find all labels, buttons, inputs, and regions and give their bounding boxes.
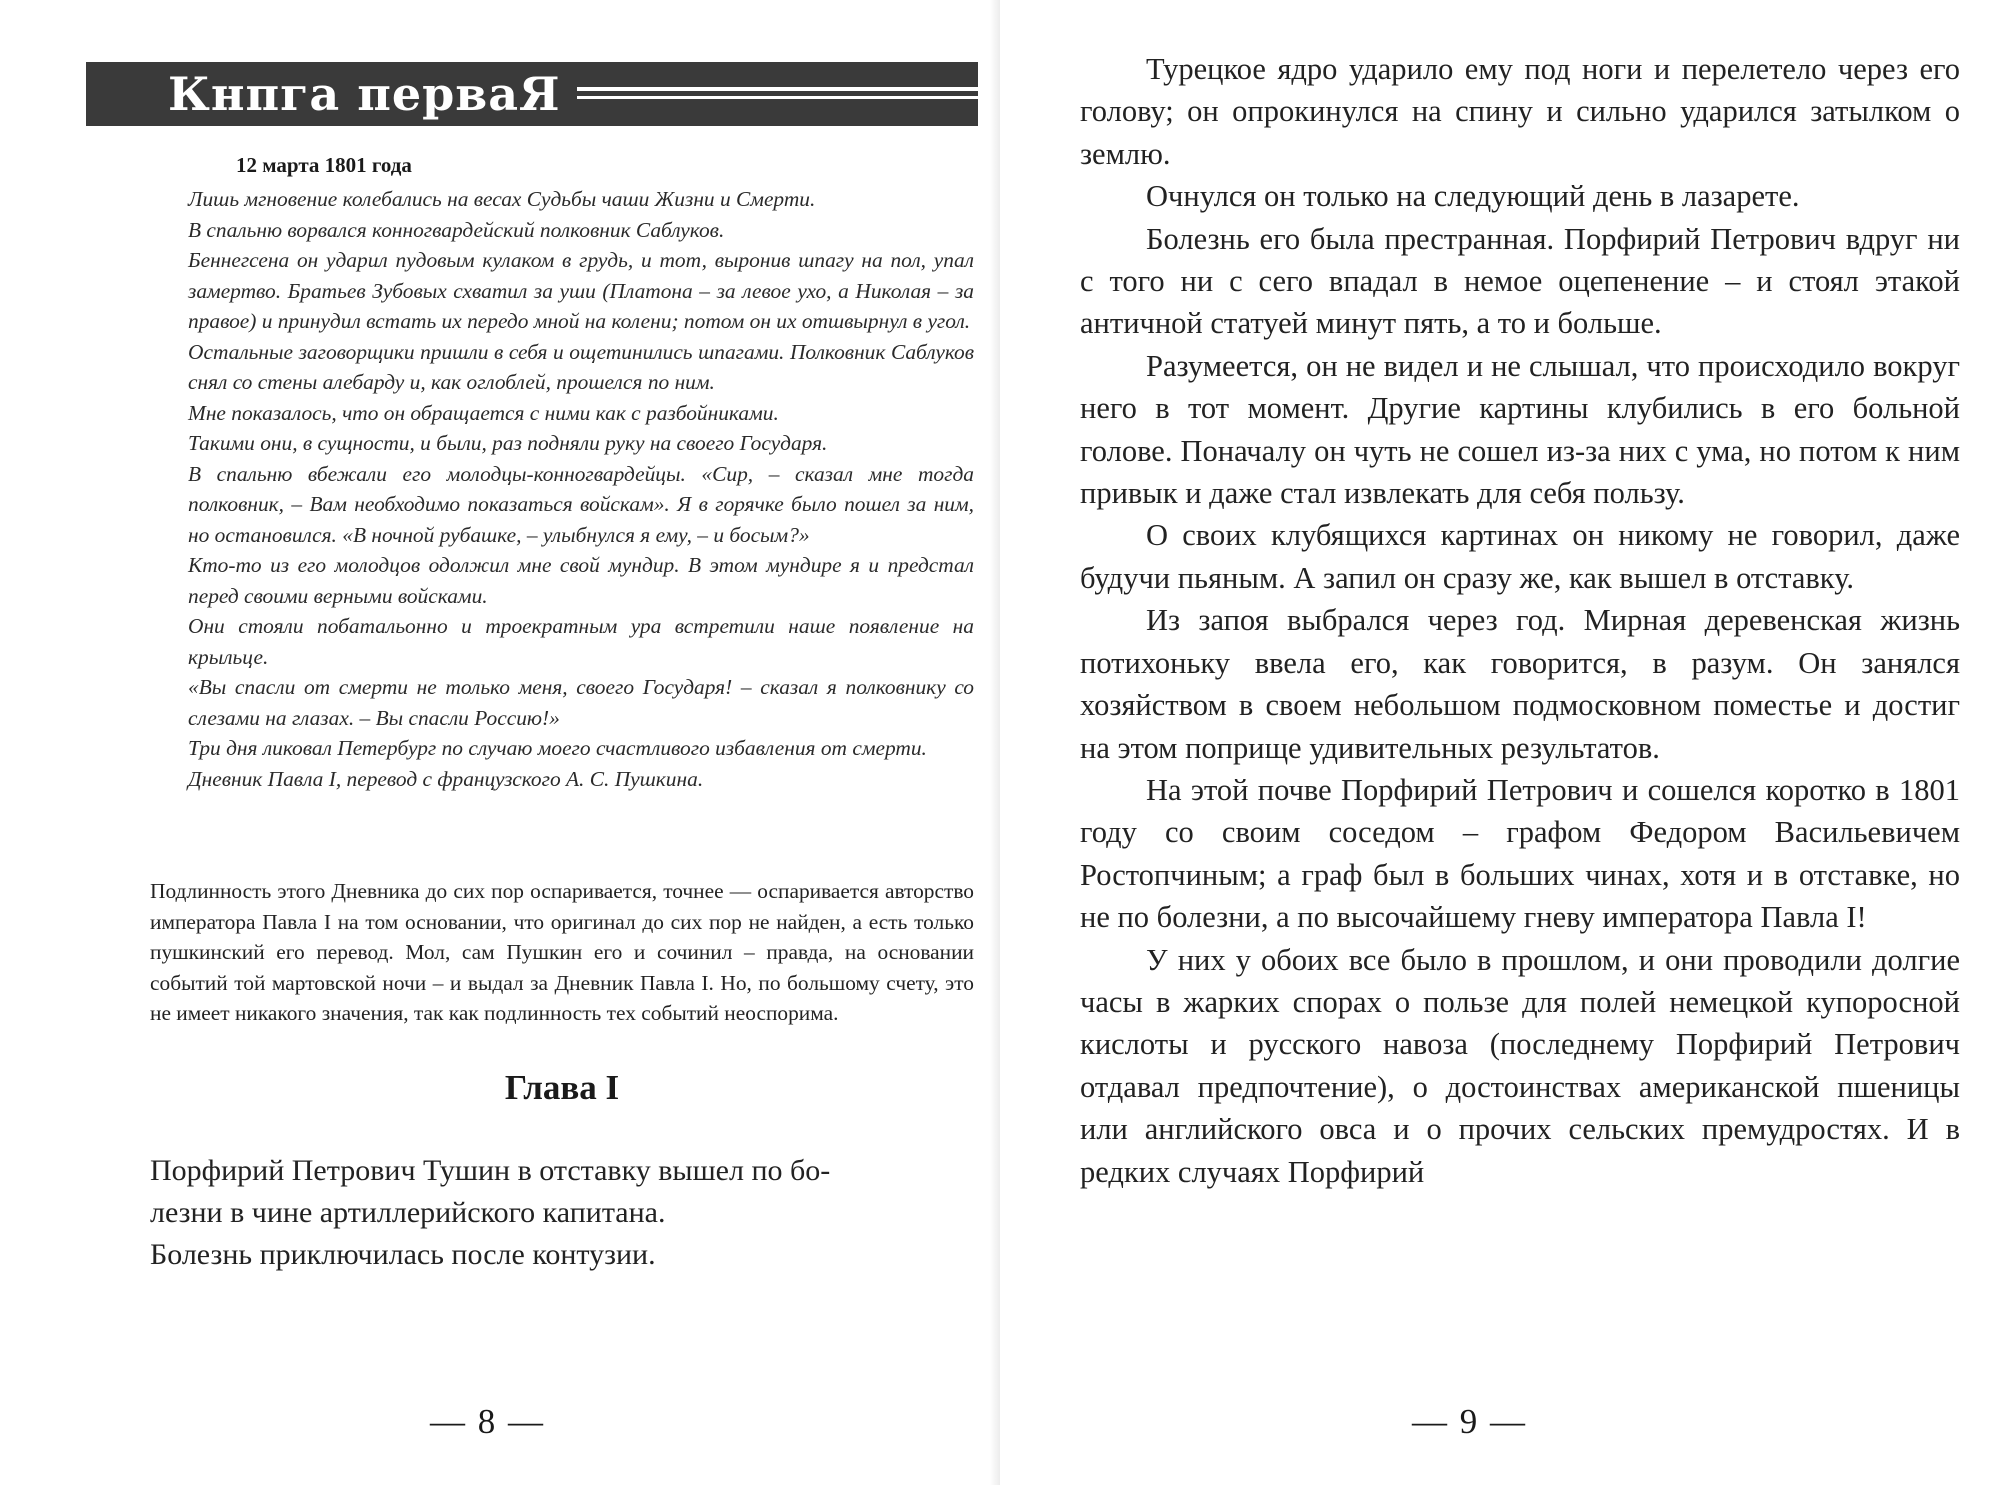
chapter-title: Глава I: [504, 1068, 620, 1107]
authenticity-note: [150, 876, 974, 1029]
epigraph-paragraph: Кто-то из его молодцов одолжил мне свой мундир. В этом мундире я и предстал перед своими верными войсками.: [188, 553, 974, 608]
epigraph: [188, 184, 974, 794]
page-number: — 8 —: [430, 1402, 545, 1441]
epigraph-paragraph: Такими они, в сущности, и были, раз подняли руку на своего Государя.: [188, 431, 828, 455]
book-title: Кнпга перваЯ: [146, 64, 577, 124]
epigraph-paragraph: Мне показалось, что он обращается с ними как с разбойниками.: [188, 400, 779, 425]
epigraph-paragraph: В спальню вбежали его молодцы-конногвардейцы. «Сир, – сказал мне тогда полковник, – Вам необходимо показаться войскам». Я в горячке было пошел за ним, но остановился. «В ночной рубашке, – улыбнулся я ему, – и босым?»: [188, 461, 974, 547]
epigraph-paragraph: «Вы спасли от смерти не только меня, своего Государя! – сказал я полковнику со слезами на глазах. – Вы спасли Россию!»: [188, 675, 974, 730]
body-paragraph: Разумеется, он не видел и не слышал, что происходило вокруг него в тот момент. Другие картины клубились в его больной голове. Поначалу он чуть не сошел из-за них с ума, но потом к ним привык и даже стал извлекать для себя пользу.: [1080, 348, 1960, 511]
body-line: Болезнь приключилась после контузии.: [150, 1238, 656, 1271]
body-paragraph: У них у обоих все было в прошлом, и они проводили долгие часы в жарких спорах о пользе для полей немецкой купоросной кислоты и русского навоза (последнему Порфирий Петрович отдавал предпочтение), о достоинствах американской пшеницы или английского овса и о прочих сельских премудростях. И в редких случаях Порфирий: [1080, 942, 1960, 1189]
note-paragraph: Подлинность этого Дневника до сих пор оспаривается, точнее — оспаривается авторство императора Павла I на том основании, что оригинал до сих пор не найден, а есть только пушкинский его перевод. Мол, сам Пушкин его и сочинил – правда, на основании событий той мартовской ночи – и выдал за Дневник Павла I. Но, по большому счету, это не имеет никакого значения, так как подлинность тех событий неоспорима.: [150, 879, 974, 1025]
body-paragraph: Болезнь его была престранная. Порфирий Петрович вдруг ни с того ни с сего впадал в немое оцепенение – и стоял этакой античной статуей минут пять, а то и больше.: [1080, 221, 1960, 341]
epigraph-attribution: Дневник Павла I, перевод с французского А. С. Пушкина.: [188, 766, 704, 791]
body-paragraph: Турецкое ядро ударило ему под ноги и перелетело через его голову; он опрокинулся на спину и сильно ударился затылком о землю.: [1080, 52, 1960, 171]
chapter-body: [150, 1150, 974, 1276]
body-line: Порфирий Петрович Тушин в отставку вышел по бо-: [150, 1154, 831, 1187]
body-paragraph: О своих клубящихся картинах он никому не говорил, даже будучи пьяным. А запил он сразу же, как вышел в отставку.: [1080, 518, 1960, 595]
body-paragraph: Очнулся он только на следующий день в лазарете.: [1146, 179, 1800, 214]
epigraph-paragraph: Остальные заговорщики пришли в себя и ощетинились шпагами. Полковник Саблуков снял со стены алебарду и, как оглоблей, прошелся по ним.: [188, 339, 974, 394]
epigraph-paragraph: Они стояли побатальонно и троекратным ура встретили наше появление на крыльце.: [188, 614, 974, 669]
epigraph-paragraph: Три дня ликовал Петербург по случаю моего счастливого избавления от смерти.: [188, 736, 927, 760]
diary-date: 12 марта 1801 года: [236, 153, 412, 177]
right-page: [1000, 0, 2000, 1485]
epigraph-paragraph: Беннегсена он ударил пудовым кулаком в грудь, и тот, выронив шпагу на пол, упал замертво. Братьев Зубовых схватил за уши (Платона – за левое ухо, а Николая – за правое) и принудил встать их передо мной на колени; потом он их отшвырнул в угол.: [188, 248, 974, 333]
page-number: — 9 —: [1412, 1402, 1527, 1441]
page-body: [1080, 48, 1960, 1193]
epigraph-paragraph: В спальню ворвался конногвардейский полковник Саблуков.: [188, 217, 725, 242]
body-paragraph: На этой почве Порфирий Петрович и сошелся коротко в 1801 году со своим соседом – графом Федором Васильевичем Ростопчиным; а граф был в больших чинах, хотя и в отставке, но не по болезни, а по высочайшему гневу императора Павла I!: [1080, 772, 1960, 935]
epigraph-paragraph: Лишь мгновение колебались на весах Судьбы чаши Жизни и Смерти.: [188, 187, 816, 211]
body-line: лезни в чине артиллерийского капитана.: [150, 1196, 666, 1229]
body-paragraph: Из запоя выбрался через год. Мирная деревенская жизнь потихоньку ввела его, как говорится, в разум. Он занялся хозяйством в своем небольшом подмосковном поместье и достиг на этом поприще удивительных результатов.: [1080, 603, 1960, 765]
book-header-banner: [86, 62, 978, 126]
